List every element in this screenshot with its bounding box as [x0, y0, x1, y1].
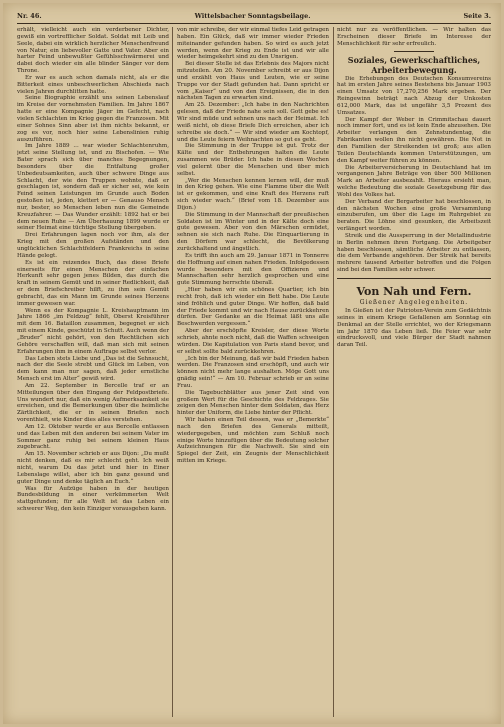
- paragraph: Das Leben stets Liebe und „Das ist die Sehnsucht, nach der die Seele strebt und Glück im Leben, von dem kann man nur sagen, daß jeder ernstliche Mensch erst im Alter“ gewiß wird.: [17, 355, 169, 383]
- column-divider: [333, 27, 334, 717]
- column-divider: [172, 27, 173, 717]
- paragraph: Streik und die Aussperrung in der Metallindustrie in Berlin nehmen ihren Fortgang. Die Arbeitgeber haben beschlossen, sämtliche Arbeiter zu entlassen, die dem Verbande angehören. Der Streik hat bereits mehrere tausend Arbeiter betroffen und die Folgen sind bei den Familien sehr schwer.: [337, 232, 491, 274]
- column-1: [17, 27, 169, 717]
- section-heading-social: Soziales, Gewerkschaftliches, Arbeiterbewegung.: [347, 54, 481, 75]
- issue-number: Nr. 46.: [17, 12, 42, 20]
- column-3: [337, 27, 491, 717]
- paragraph: Wenn es der Kompagnie L. Kreishauptmann im Jahre 1866 „im Feldzug“ fehlt, Oberst Kreisführer mit dem 16. Bataillon zusammen, begegnet er sich mit einem Kinde, geschützt in Schutt. Auch wenn der „Bruder“ nicht gehört, von den Rechtlichen sich Gehöre verschaffen will, daß man sich mit seinen Erfahrungen ihm in einem Auftrage selbst verlor.: [17, 307, 169, 355]
- paragraph: Am 22. September in Bercelle traf er an Mitteilungen über den Eingang der Feldpostbriefe. Uns wundert nur, daß ein wenig Aufmerksamkeit sie erreichen, und die Bemerkungen über die heimliche Zärtlichkeit, die er in seinen Briefen noch vorenthielt, wie Kinder dies alles verstehen.: [17, 382, 169, 424]
- paragraph: „Hier haben wir ein schönes Quartier, ich bin recht froh, daß ich wieder ein Bett habe. Die Leute sind fröhlich und guter Dinge. Wir hoffen, daß bald der Friede kommt und wir nach Hause zurückkehren dürfen. Der Gedanke an die Heimat läßt uns alle Beschwerden vergessen.“: [177, 287, 329, 328]
- paragraph: Im Jahre 1889 ... war wieder Schlachtenruhm, jetzt seine Stellung ist, und zu Bischofen. — Wie Bater sprach sich über manches Begegnungen, besonders über die Entfaltung großer Unbedeutsamkeiten, auch über schwere Dinge aus Schlacht, der wie den Truppen wohnte, daß er geschlagen ist, sondern daß er sicher sei, wie kein Feind seinen Leistungen im Grunde auch Boden gestoßen ist, jeden, klettert er — Genauso Mensch nur, bester, so Menschen leben nun die Gemeinde Kreuzfahrer. — Das Wunder erzählt: 1892 hat er bei dem neuen Ruhe — Am Überhauung 1899 wurde er seiner Heimat eine tüchtige Stellung übergeben.: [17, 143, 169, 232]
- paragraph: Drei Erfahrungen lagen noch vor ihm, als der Krieg mit den großen Aufständen und den unglücklichen Schlachtfeldern Frankreichs in seine Hände gelegt.: [17, 232, 169, 259]
- section-subheading: Gießener Angelegenheiten.: [359, 299, 469, 306]
- paragraph: Die Arbeiterversicherung in Deutschland hat im vergangenen Jahre Beträge von über 500 Millionen Mark an Arbeiter ausbezahlt. Hieraus ersieht man, welche Bedeutung die soziale Gesetzgebung für das Wohl des Volkes hat.: [337, 164, 491, 198]
- paragraph: Was für Aufzüge haben in der heutigen Bundesbildung in einer verkümmerten Welt stattgefunden; für alle Welt ist das Leben ein schwerer Weg, den kein Einziger vorausgehen kann.: [17, 485, 169, 513]
- paragraph: Wir haben einen Teil dessen, was er „Bemerkte“ nach den Briefen des Generals mitteilt, wiedergegeben, und möchten zum Schluß noch einige Worte hinzufügen über die Bedeutung solcher Aufzeichnungen für die Nachwelt. Sie sind ein Spiegel der Zeit, ein Zeugnis der Menschlichkeit mitten im Kriege.: [177, 417, 329, 465]
- paragraph: Seine Biographie erzählt uns seinen Lebenslauf im Kreise der vornehmsten Familien. Im Jahre 1867 hatte er eine Kompagnie Jäger im Gefecht, nach vielen Schlachten im Krieg gegen die Franzosen. Mit einer Sohnes Sinn aber ist ihm nichts bekannt, er zog es vor, noch hier seine Lebenslinien ruhig auszuführen.: [17, 95, 169, 143]
- paragraph: Die Tagebuchblätter aus jener Zeit sind von großem Wert für die Geschichte des Feldzuges. Sie zeigen den Menschen hinter dem Soldaten, das Herz hinter der Uniform, die Liebe hinter der Pflicht.: [177, 389, 329, 417]
- paragraph: Die Stimmung in der Truppe ist gut. Trotz der Kälte und der Entbehrungen halten die Leute zusammen wie Brüder. Ich habe in diesen Wochen viel gelernt über die Menschen und über mich selbst.: [177, 143, 329, 177]
- paragraph: erhält, vielleicht auch ein verderbener Dichter, gewiß ein vortrefflicher Soldat. Soldat mit Leib und Seele, dabei ein wirklich herzlicher Menschenfreund von Natur, ein liebevoller Gatte und Vater. Aber ein harter Feind unbewußter Gefühlsschwärmerei und dabei doch wieder ein alle blinder Sänger vor dem Throne.: [17, 27, 169, 75]
- paragraph: von mir schreibe, der wir einmal tiefes Leid getragen haben. Ein Glück, daß wir immer wieder Frieden miteinander gefunden haben. So wird es auch jetzt werden, wenn der Krieg zu Ende ist und wir alle wieder heimgekehrt sind zu den Unsrigen.: [177, 27, 329, 61]
- paragraph: Aber der erschöpfte Kreisler, der diese Worte schrieb, ahnte noch nicht, daß die Waffen schweigen würden. Die Kapitulation von Paris stand bevor, und er selbst sollte bald zurückkehren.: [177, 328, 329, 355]
- page-number: Seite 3.: [463, 12, 491, 20]
- paragraph: „Wer die Menschen kennen lernen will, der muß in den Krieg gehen. Wie eine Flamme über die Welt ist er gekommen, und eine Kraft des Herzens ruft sich wieder wach.“ (Brief vom 18. Dezember aus Dijon.): [177, 177, 329, 211]
- paragraph: Es ist ein reizendes Buch, das diese Briefe einerseits für einen Menschen der einfachen Herkunft sehr gegen jenes Bilden, das durch die kraft in seinem Gemüt und in seiner Redlichkeit, daß er dem Briefschreiber hilft, zu ihm sein Gemüt gebracht, das ein Mann im Grunde seines Herzens immer gewesen war.: [17, 259, 169, 307]
- paragraph: Er war es auch schon damals nicht, als er die Bitterkeit eines unbeschwerlichen Abschieds nach vielen Jahren durchlitten hatte.: [17, 74, 169, 95]
- section-divider: [394, 51, 434, 52]
- paragraph: Der Kampf der Weber in Crimmitschau dauert noch immer fort, und es ist kein Ende abzusehen. Die Arbeiter verlangen den Zehnstundentag, die Fabrikanten wollen ihn nicht gewähren. Die Not in den Familien der Streikenden ist groß; aus allen Teilen Deutschlands kommen Unterstützungen, um den Kampf weiter führen zu können.: [337, 116, 491, 164]
- newspaper-page: [3, 3, 501, 724]
- paragraph: Bei dieser Stelle ist das Erlebnis des Majors nicht mitzuteilen. Am 20. November schreibt er aus Dijon und erzählt von Haus und Leuten, wie er seine Truppe vor der Stadt gefunden hat. Dann spricht er vom „Kaiser“ und von den Ereignissen, die in den nächsten Tagen zu erwarten sind.: [177, 61, 329, 102]
- section-heading-news: Von Nah und Fern.: [356, 285, 472, 298]
- paragraph: Die Stimmung in der Mannschaft der preußischen Soldaten ist im Winter und in der Kälte doch eine gute gewesen. Aber von den Märschen ermüdet, sehnen sie sich nach Ruhe. Die Einquartierung in den Dörfern war schlecht, die Bevölkerung zurückhaltend und ängstlich.: [177, 211, 329, 252]
- paragraph: Am 12. Oktober wurde er aus Bercelle entlassen und das Leben mit den anderen bei seinem Vater im Sommer ganz ruhig bei seinem kleinen Haus zugebracht.: [17, 423, 169, 451]
- paragraph: Die Erhebungen des Deutschen Konsumvereins hat im ersten Jahre seines Bestehens bis Januar 1903 einen Umsatz von 17,270,256 Mark ergeben. Der Reingewinn beträgt nach Abzug der Unkosten 612,000 Mark, das ist ungefähr 3,5 Prozent des Umsatzes.: [337, 75, 491, 116]
- header-rule: [17, 23, 491, 24]
- paragraph: „Ich bin der Meinung, daß wir bald Frieden haben werden. Die Franzosen sind erschöpft, und auch wir können nicht mehr lange aushalten. Möge Gott uns gnädig sein!“ — Am 10. Februar schrieb er an seine Frau.: [177, 355, 329, 389]
- paragraph: Der Verband der Bergarbeiter hat beschlossen, in den nächsten Wochen eine große Versammlung einzuberufen, um über die Lage im Ruhrgebiet zu beraten. Die Löhne sind gesunken, die Arbeitszeit verlängert worden.: [337, 198, 491, 233]
- paragraph: nicht nur zu veröffentlichen. — Wir halten das Erscheinen dieser Briefe im Interesse der Menschlichkeit für sehr erfreulich.: [337, 27, 491, 47]
- publication-title: Wittelsbacher Sonntagsbeilage.: [194, 12, 311, 20]
- paragraph: In Gießen ist der Patrioten-Verein zum Gedächtnis seines in einem Kriege Gefallenen am Sonntag ein Denkmal an der Stelle errichtet, wo der Kriegsmann im Jahr 1870 das Leben ließ. Die Feier war sehr eindrucksvoll, und viele Bürger der Stadt nahmen daran Teil.: [337, 308, 491, 349]
- paragraph: Es trifft ihn auch am 29. Januar 1871 in Tonnerre die Hoffnung auf einen nahen Frieden. Infolgedessen wurde besonders mit den Offizieren und Mannschaften sehr herzlich gesprochen und eine gute Stimmung herrschte überall.: [177, 252, 329, 287]
- column-2: [177, 27, 329, 717]
- paragraph: Am 25. Dezember: „Ich habe in den Nachrichten gelesen, daß der Friede nahe sein soll. Gott gebe es! Wir sind müde und sehnen uns nach der Heimat. Ich weiß nicht, ob diese Briefe Dich erreichen, aber ich schreibe sie doch.“ — Wir sind wieder am Kochtopf, und die Leute feiern Weihnachten so gut es geht.: [177, 102, 329, 143]
- section-divider: [337, 278, 491, 279]
- paragraph: Am 15. November schrieb er aus Dijon: „Du mußt nicht denken, daß es mir schlecht geht. Ich weiß nicht, warum Du das jetzt und hier in Einer Lebenslage willst, aber ich bin ganz gesund und guter Dinge und denke täglich an Euch.“: [17, 451, 169, 485]
- page-header: [17, 10, 491, 22]
